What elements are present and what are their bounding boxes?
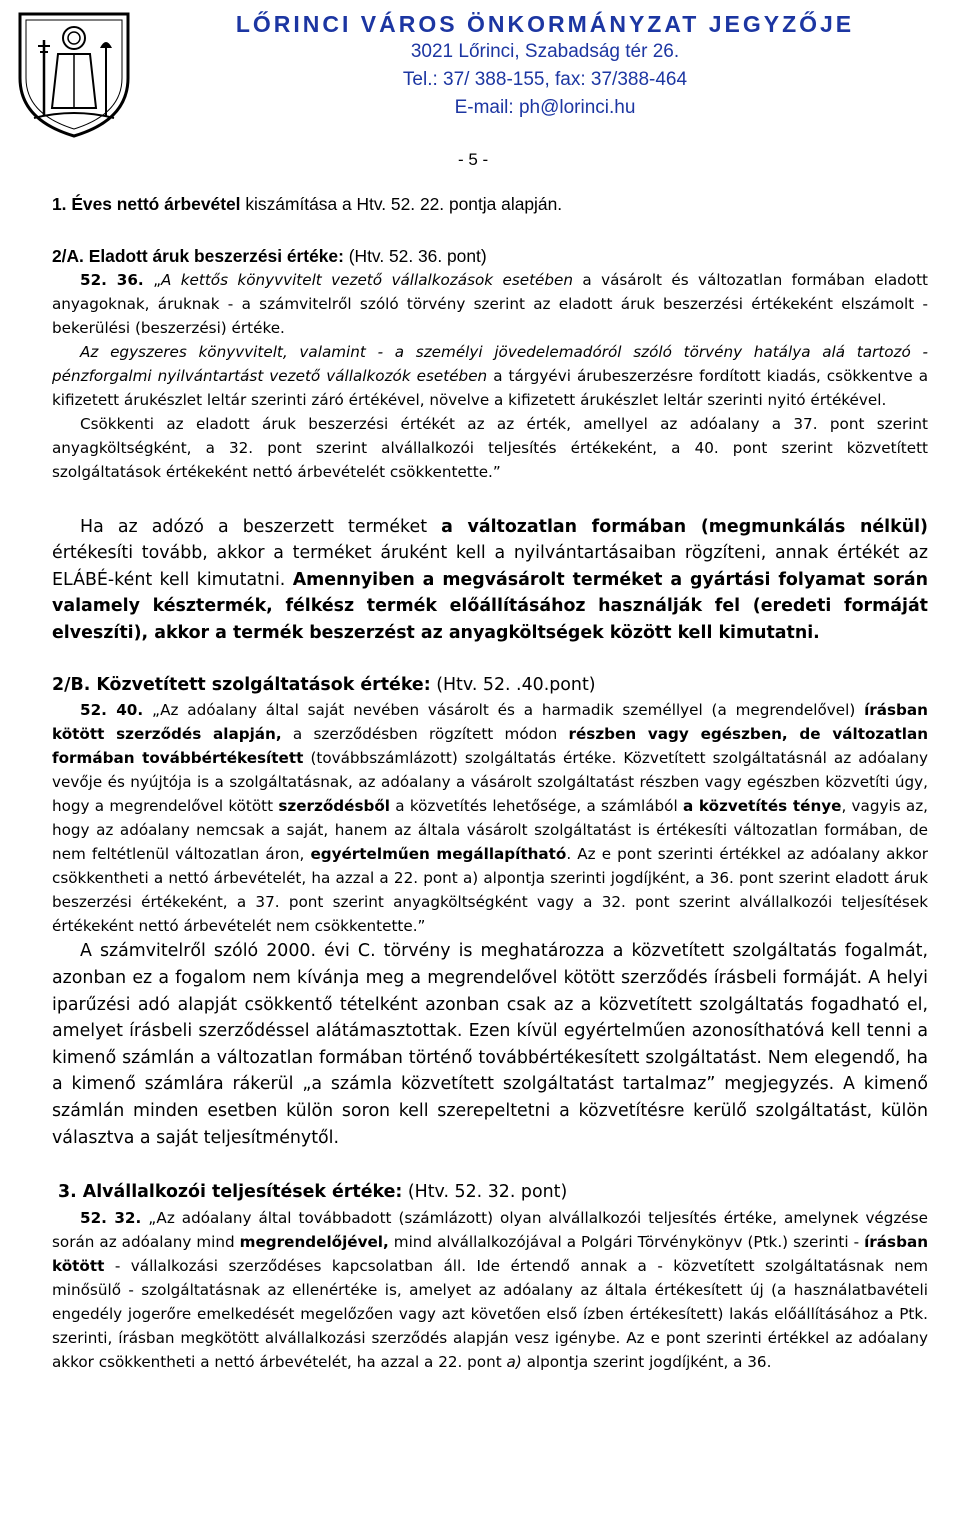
heading-rest: kiszámítása a Htv. 52. 22. pontja alapján. — [240, 194, 563, 214]
heading-bold: 3. Alvállalkozói teljesítések értéke: — [58, 1182, 403, 1203]
page-number: - 5 - — [458, 150, 489, 169]
law-reference: 52. 32. — [80, 1208, 142, 1227]
heading-section-3 — [58, 1179, 928, 1205]
paragraph-single-entry: Az egyszeres könyvvitelt, valamint - a személyi jövedelemadóról szóló törvény hatálya alá tartozó - pénzforgalmi nyilvántartást vezető vállalkozók esetében a tárgyévi árubeszerzésre fordított kiadás, csökkentve a kifizetett árukészlet leltár szerinti záró értékével, növelve a kifizetett árukészlet leltár szerinti nyitó értékével. — [52, 343, 928, 409]
heading-rest: (Htv. 52. 32. pont) — [402, 1182, 568, 1203]
office-phone: Tel.: 37/ 388-155, fax: 37/388-464 — [402, 69, 688, 90]
document-body — [52, 192, 928, 1374]
paragraph-accounting-law: A számvitelről szóló 2000. évi C. törvény is meghatározza a közvetített szolgáltatás fogalmát, azonban ez a fogalom nem kívánja meg a megrendelővel kötött szerződés írásbeli formáját. A helyi iparűzési adó alapját csökkentő tételként azonban csak az a közvetített szolgáltatás fogadható el, amelyet írásbeli szerződéssel alátámasztottak. Ezen kívül egyértelműen azonosíthatóvá kell tenni a kimenő számlán a változatlan formában történő továbbértékesített szolgáltatást. Nem elegendő, ha a kimenő számlára rákerül „a számla közvetített szolgáltatást tartalmaz” megjegyzés. A kimenő számlán minden esetben külön soron kell szerepeltetni a közvetítésre kerülő szolgáltatást, külön választva a saját teljesítménytől. — [52, 941, 928, 1148]
heading-rest: (Htv. 52. 36. pont) — [343, 246, 487, 266]
heading-section-2b — [52, 672, 928, 698]
paragraph-reduction: Csökkenti az eladott áruk beszerzési értékét az az érték, amellyel az adóalany a 37. pont szerint anyagköltségként, a 32. pont szerint alvállalkozói teljesítés értékeként, a 40. pont szerint közvetített szolgáltatások értékeként nettó árbevételét csökkentette.” — [52, 415, 928, 481]
heading-bold: 2/B. Közvetített szolgáltatások értéke: — [52, 675, 431, 696]
heading-bold: 2/A. Eladott áruk beszerzési értéke: — [52, 246, 344, 266]
heading-bold: 1. Éves nettó árbevétel — [52, 194, 241, 214]
coat-of-arms-icon — [14, 8, 134, 140]
heading-rest: (Htv. 52. .40.pont) — [430, 675, 596, 696]
heading-section-2a — [52, 244, 928, 268]
paragraph-2b-definition: 52. 40. „Az adóalany által saját nevében vásárolt és a harmadik személlyel (a megrendelővel) írásban kötött szerződés alapján, a szerződésben rögzített módon részben vagy egészben, de változatlan formában továbbértékesített (továbbszámlázott) szolgáltatás értéke. Közvetített szolgáltatásnál az adóalany vevője és nyújtója is a szolgáltatásnak, az adóalany a vásárolt szolgáltatást részben vagy egészben közvetíti úgy, hogy a megrendelővel kötött szerződésből a közvetítés lehetősége, a számlából a közvetítés ténye, vagyis az, hogy az adóalany nemcsak a saját, hanem az általa vásárolt szolgáltatást is értékesíti változatlan formában, de nem feltétlenül változatlan áron, egyértelműen megállapítható. Az e pont szerinti értékkel az adóalany akkor csökkentheti a nettó árbevételét, ha azzal a 22. pont a) alpontja szerinti jogdíjként, a 36. pont szerint eladott áruk beszerzési értékeként, a 37. pont szerint anyagköltségként vagy a 32. pont szerint alvállalkozói teljesítések értékeként nettó árbevételét nem csökkentette.” — [52, 701, 929, 936]
office-email: E-mail: ph@lorinci.hu — [454, 97, 636, 118]
office-name: LŐRINCI VÁROS ÖNKORMÁNYZAT JEGYZŐJE — [235, 11, 855, 37]
paragraph-3-definition: 52. 32. „Az adóalany által továbbadott (számlázott) olyan alvállalkozói teljesítés értéke, amelynek végzése során az adóalany mind megrendelőjével, mind alvállalkozójával a Polgári Törvénykönyv (Ptk.) szerinti - írásban kötött - vállalkozási szerződéses kapcsolatban áll. Ide értendő annak a - közvetített szolgáltatásnak nem minősülő - szolgáltatásnak az ellenértéke is, amelyet az adóalany az általa értékesített új (a használatbavételi engedély jogerőre emelkedését megelőzően vagy azt követően első ízben értékesített) lakás előállításához a Ptk. szerinti, írásban megkötött alvállalkozási szerződés alapján vesz igénybe. Az e pont szerinti értékkel az adóalany akkor csökkentheti a nettó árbevételét, ha azzal a 22. pont a) alpontja szerint jogdíjként, a 36. — [52, 1208, 929, 1371]
office-address: 3021 Lőrinci, Szabadság tér 26. — [410, 41, 680, 62]
heading-section-1 — [52, 192, 928, 216]
paragraph-2a-definition: 52. 36. „A kettős könyvvitelt vezető vállalkozások esetében a vásárolt és változatlan formában eladott anyagoknak, áruknak - a számvitelről szóló törvény szerint az eladott áruk beszerzési értékeként elszámolt - bekerülési (beszerzési) értéke. — [52, 271, 928, 337]
paragraph-unchanged-form: Ha az adózó a beszerzett terméket a változatlan formában (megmunkálás nélkül) értékesíti tovább, akkor a terméket áruként kell a nyilvántartásaiban rögzíteni, annak értékét az ELÁBÉ-ként kell kimutatni. Amennyiben a megvásárolt terméket a gyártási folyamat során valamely késztermék, félkész termék előállításához használják fel (eredeti formáját elveszíti), akkor a termék beszerzést az anyagköltségek között kell kimutatni. — [52, 517, 928, 643]
letterhead — [150, 10, 940, 122]
law-reference: 52. 40. — [80, 701, 144, 720]
law-reference: 52. 36. — [80, 271, 144, 289]
